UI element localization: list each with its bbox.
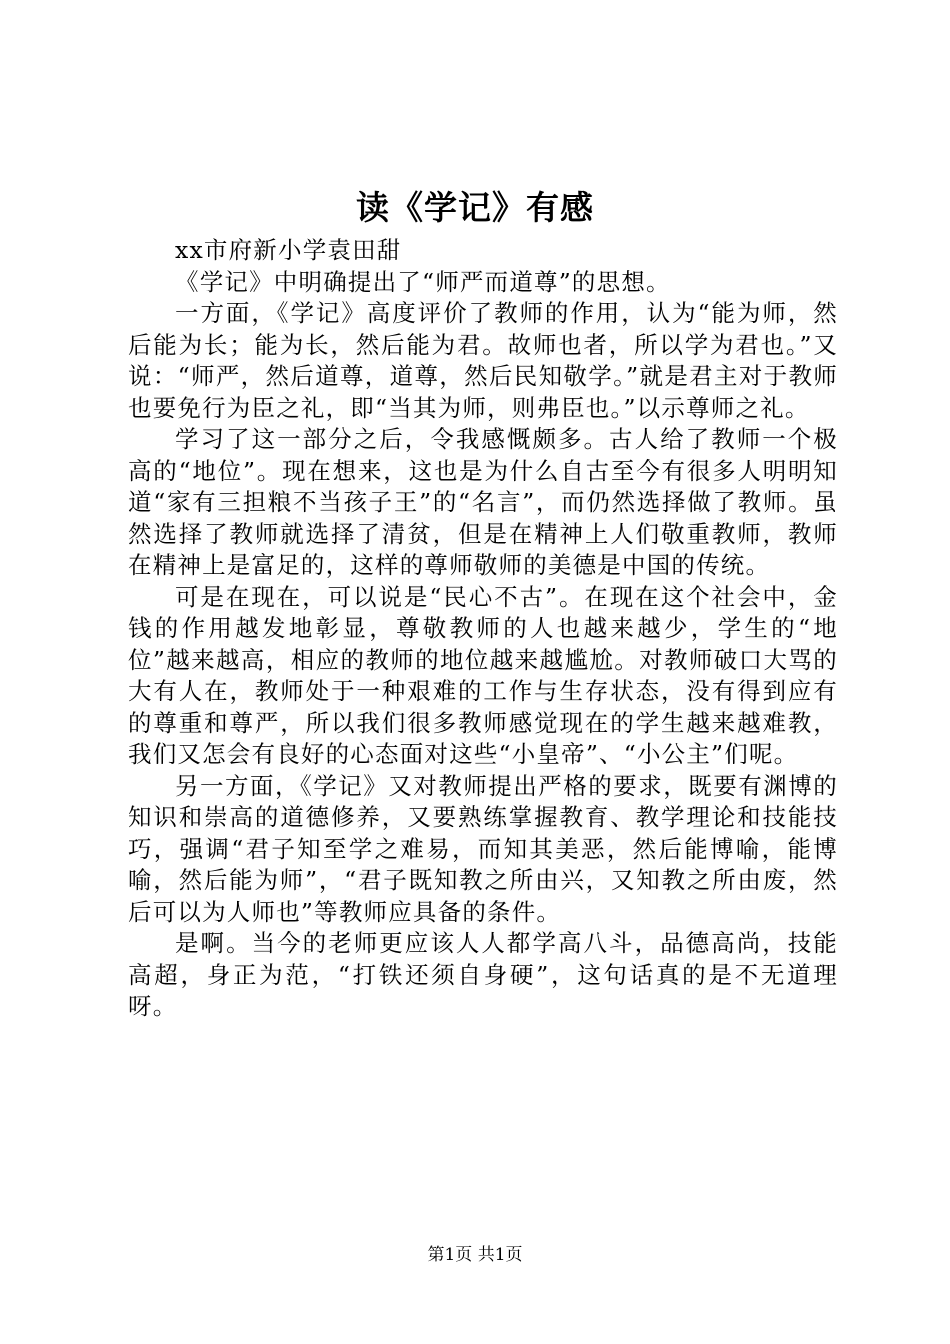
paragraph: 学习了这一部分之后，令我感慨颇多。古人给了教师一个极高的“地位”。现在想来，这也是为什么自古至今有很多人明明知道“家有三担粮不当孩子王”的“名言”，而仍然选择做了教师。虽然选择了教师就选择了清贫，但是在精神上人们敬重教师，教师在精神上是富足的，这样的尊师敬师的美德是中国的传统。 (128, 425, 838, 579)
document-title: 读《学记》有感 (356, 188, 594, 227)
author-line: xx市府新小学袁田甜 (175, 236, 402, 264)
document-body (128, 235, 838, 1023)
paragraph: 《学记》中明确提出了“师严而道尊”的思想。 (175, 267, 671, 296)
paragraph: 另一方面，《学记》又对教师提出严格的要求，既要有渊博的知识和崇高的道德修养，又要熟练掌握教育、教学理论和技能技巧，强调“君子知至学之难易，而知其美恶，然后能博喻，能博喻，然后能为师”，“君子既知教之所由兴，又知教之所由废，然后可以为人师也”等教师应具备的条件。 (128, 771, 838, 926)
paragraph: 可是在现在，可以说是“民心不古”。在现在这个社会中，金钱的作用越发地彰显，尊敬教师的人也越来越少，学生的“地位”越来越高，相应的教师的地位越来越尴尬。对教师破口大骂的大有人在，教师处于一种艰难的工作与生存状态，没有得到应有的尊重和尊严，所以我们很多教师感觉现在的学生越来越难教，我们又怎会有良好的心态面对这些“小皇帝”、“小公主”们呢。 (128, 582, 838, 768)
paragraph: 是啊。当今的老师更应该人人都学高八斗，品德高尚，技能高超，身正为范，“打铁还须自身硬”，这句话真的是不无道理呀。 (128, 929, 838, 1020)
page-footer: 第1页 共1页 (427, 1245, 523, 1265)
paragraph: 一方面，《学记》高度评价了教师的作用，认为“能为师，然后能为长；能为长，然后能为君。故师也者，所以学为君也。”又说：“师严，然后道尊，道尊，然后民知敬学。”就是君主对于教师也要免行为臣之礼，即“当其为师，则弗臣也。”以示尊师之礼。 (128, 299, 838, 422)
